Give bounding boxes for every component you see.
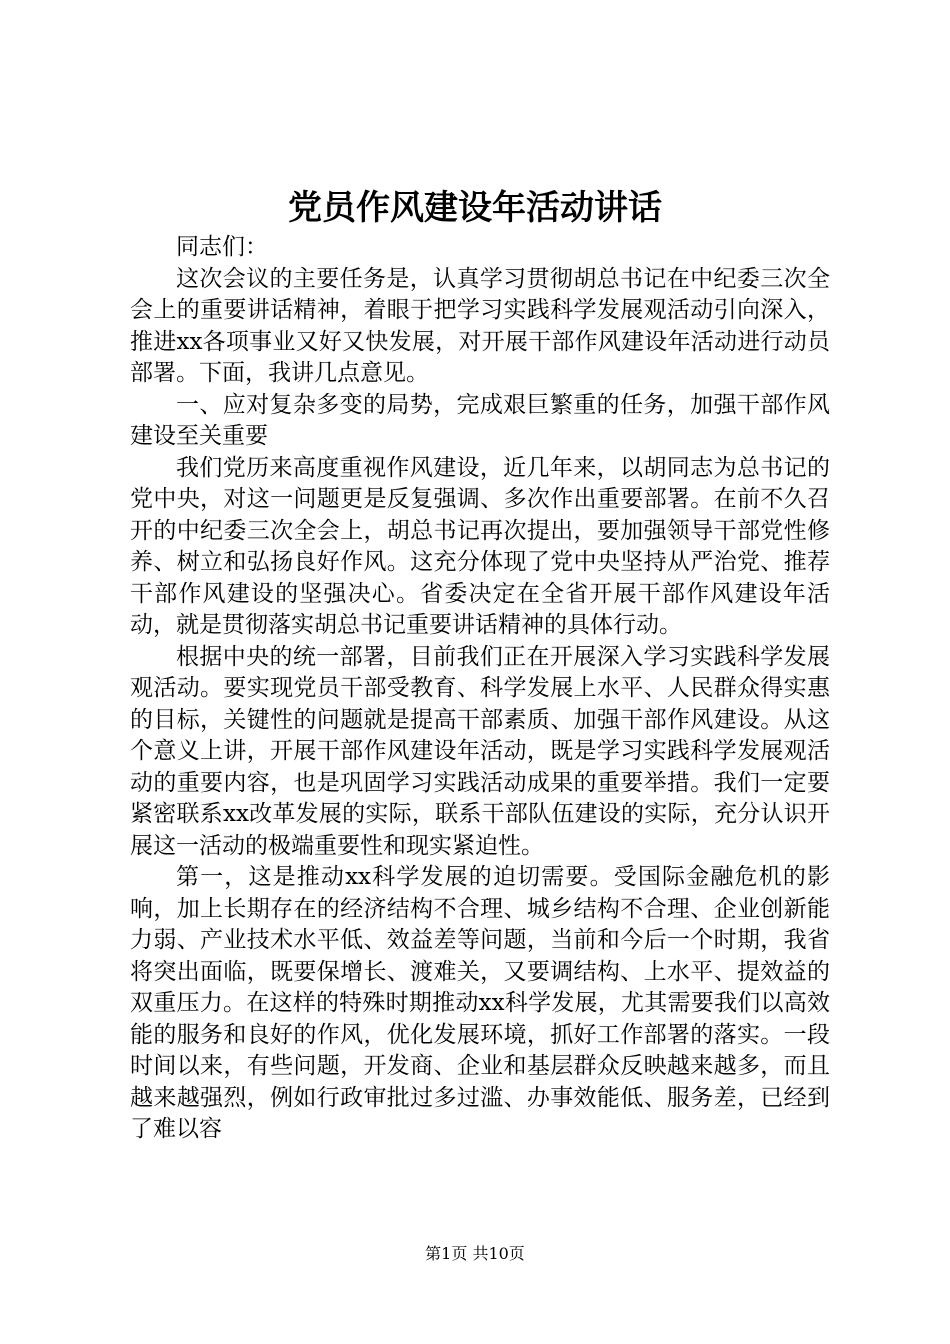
paragraph: 我们党历来高度重视作风建设，近几年来，以胡同志为总书记的党中央，对这一问题更是反复强调、多次作出重要部署。在前不久召开的中纪委三次全会上，胡总书记再次提出，要加强领导干部党性修养、树立和弘扬良好作风。这充分体现了党中央坚持从严治党、推荐干部作风建设的坚强决心。省委决定在全省开展干部作风建设年活动，就是贯彻落实胡总书记重要讲话精神的具体行动。 [130,454,830,638]
paragraph-salutation: 同志们： [176,234,268,260]
document-body [130,232,830,1146]
document-title: 党员作风建设年活动讲话 [288,188,662,228]
paragraph: 根据中央的统一部署，目前我们正在开展深入学习实践科学发展观活动。要实现党员干部受教育、科学发展上水平、人民群众得实惠的目标，关键性的问题就是提高干部素质、加强干部作风建设。从这个意义上讲，开展干部作风建设年活动，既是学习实践科学发展观活动的重要内容，也是巩固学习实践活动成果的重要举措。我们一定要紧密联系xx改革发展的实际，联系干部队伍建设的实际，充分认识开展这一活动的极端重要性和现实紧迫性。 [130,643,830,859]
page-number-footer: 第1页 共10页 [425,1244,525,1263]
paragraph: 第一，这是推动xx科学发展的迫切需要。受国际金融危机的影响，加上长期存在的经济结构不合理、城乡结构不合理、企业创新能力弱、产业技术水平低、效益差等问题，当前和今后一个时期，我省将突出面临，既要保增长、渡难关，又要调结构、上水平、提效益的双重压力。在这样的特殊时期推动xx科学发展，尤其需要我们以高效能的服务和良好的作风，优化发展环境，抓好工作部署的落实。一段时间以来，有些问题，开发商、企业和基层群众反映越来越多，而且越来越强烈，例如行政审批过多过滥、办事效能低、服务差，已经到了难以容 [130,864,830,1142]
section-heading-1: 一、应对复杂多变的局势，完成艰巨繁重的任务，加强干部作风建设至关重要 [130,391,830,449]
paragraph-intro: 这次会议的主要任务是，认真学习贯彻胡总书记在中纪委三次全会上的重要讲话精神，着眼于把学习实践科学发展观活动引向深入，推进xx各项事业又好又快发展，对开展干部作风建设年活动进行动员部署。下面，我讲几点意见。 [130,265,830,386]
